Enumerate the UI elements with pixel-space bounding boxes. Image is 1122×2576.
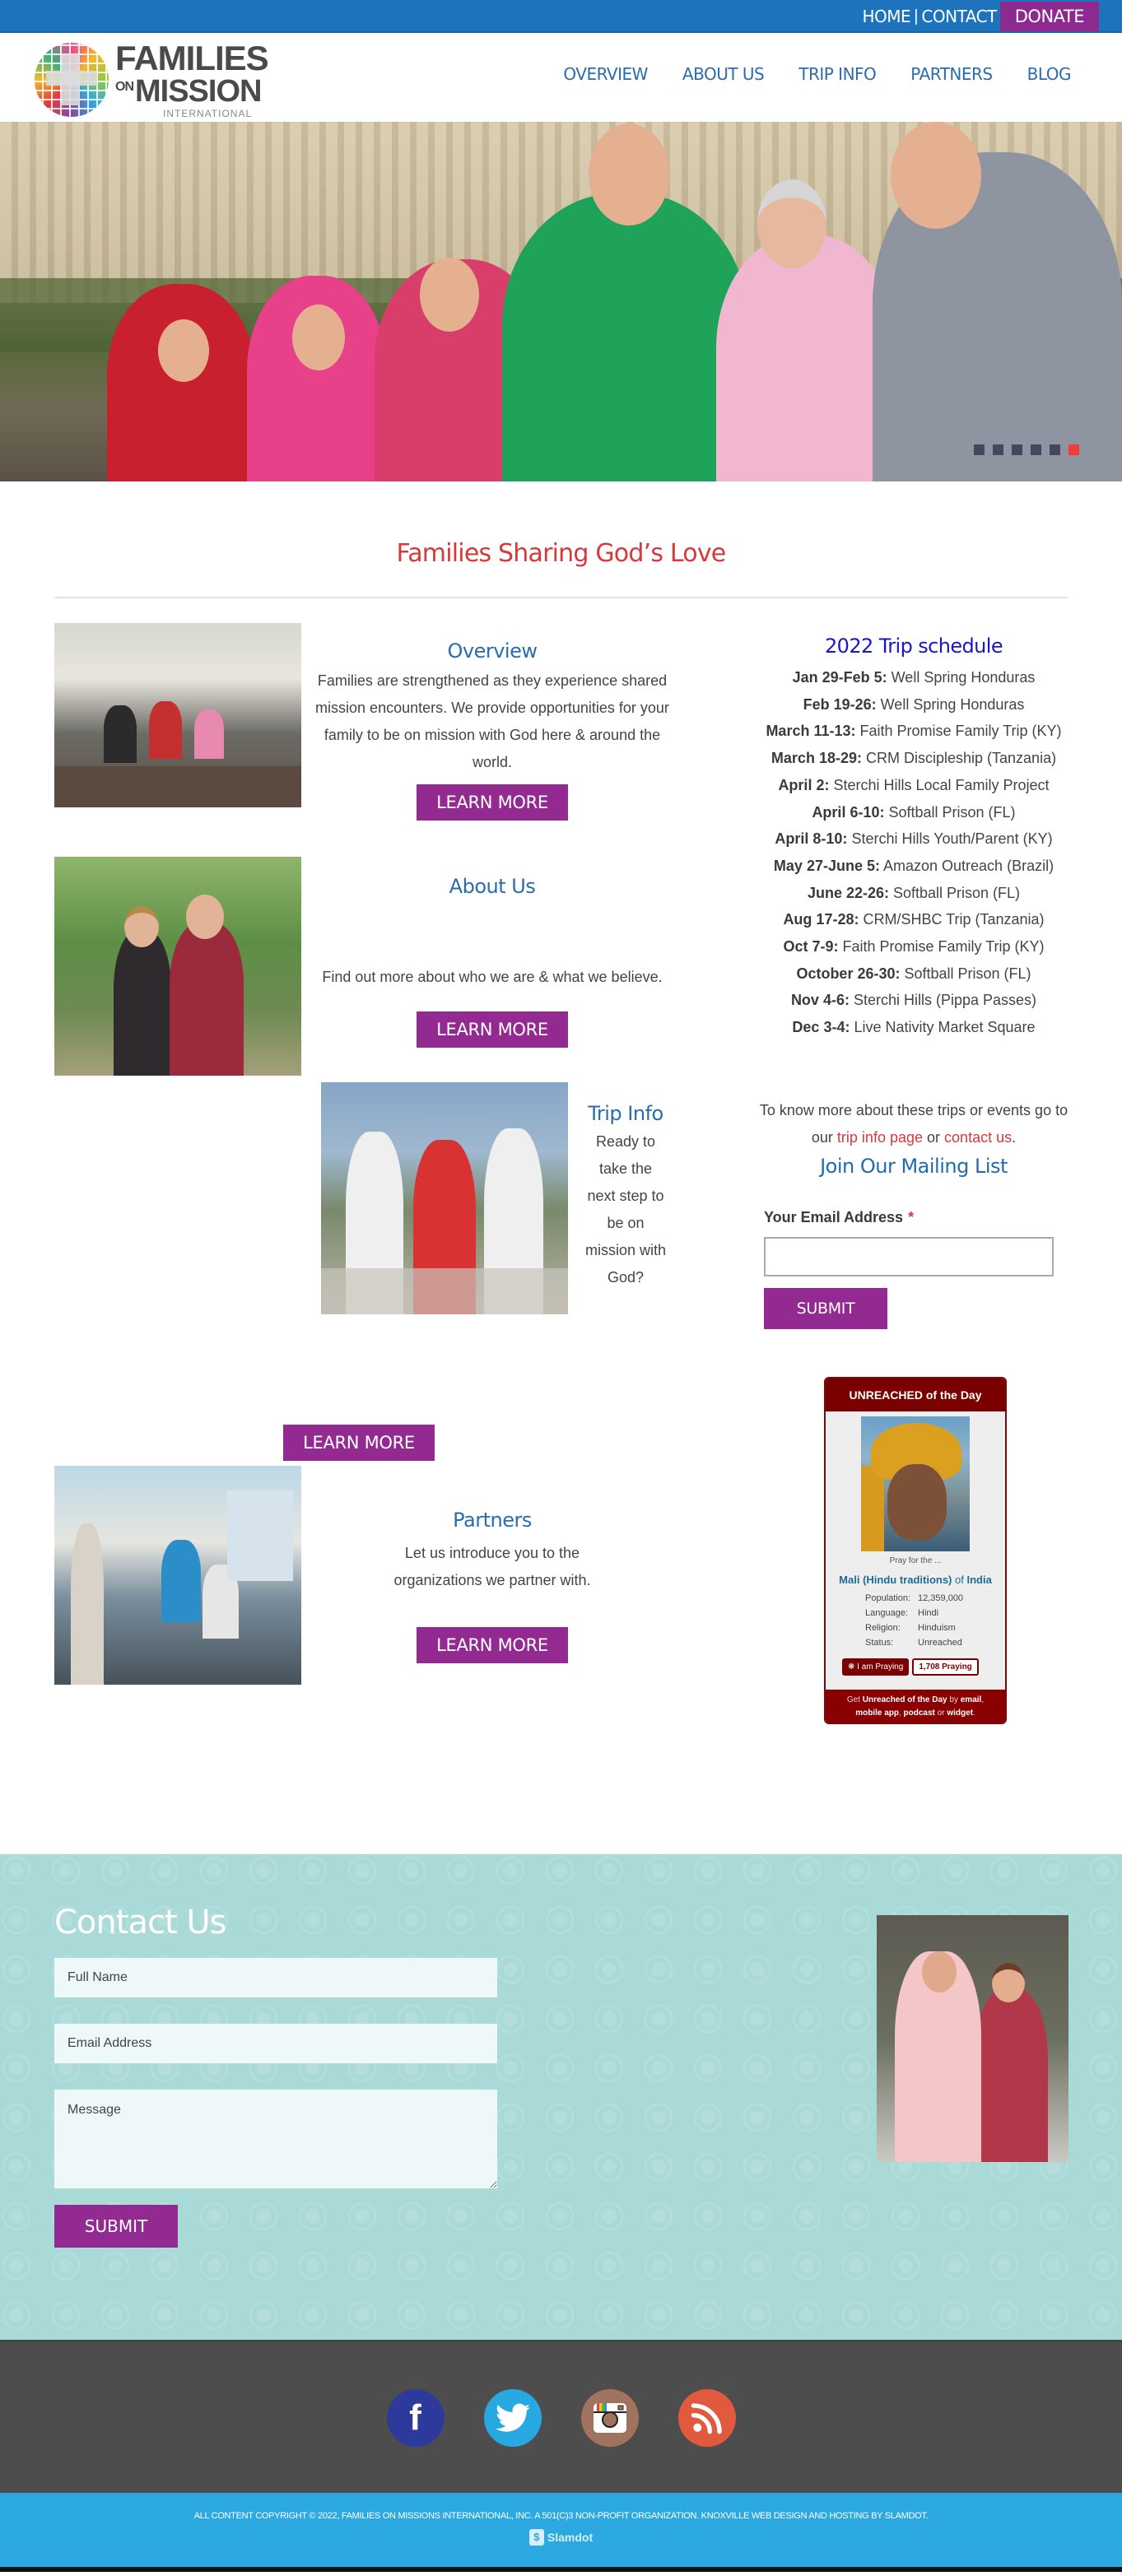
slider-dot-6-active[interactable] — [1068, 444, 1079, 455]
logo-mission: MISSION — [135, 74, 262, 109]
schedule-item: June 22-26: Softball Prison (FL) — [807, 884, 1021, 901]
country-link[interactable]: India — [966, 1574, 992, 1586]
logo-line-mission — [115, 76, 268, 107]
schedule-item: Oct 7-9: Faith Promise Family Trip (KY) — [783, 938, 1045, 956]
hero-person-head — [420, 258, 479, 332]
slider-dot-1[interactable] — [974, 444, 985, 455]
podcast-link[interactable]: podcast — [903, 1709, 935, 1718]
contact-us-link[interactable]: contact us — [944, 1129, 1013, 1146]
slider-dot-3[interactable] — [1012, 444, 1022, 455]
main-content — [0, 598, 1122, 1854]
schedule-item: October 26-30: Softball Prison (FL) — [796, 965, 1031, 982]
hero-person — [716, 235, 897, 481]
contact-link[interactable]: CONTACT — [921, 7, 997, 26]
mobile-app-link[interactable]: mobile app — [855, 1709, 899, 1718]
rss-icon[interactable] — [678, 2389, 736, 2447]
widget-link[interactable]: widget — [947, 1709, 974, 1718]
praying-count-badge: 1,708 Praying — [912, 1658, 978, 1676]
site-logo[interactable] — [35, 41, 268, 119]
hero-person — [107, 284, 255, 481]
slamdot-logo-icon: $ — [529, 2529, 544, 2546]
instagram-icon[interactable] — [581, 2389, 639, 2447]
slamdot-brand: Slamdot — [547, 2531, 594, 2544]
partners-text: Let us introduce you to the organizations we partner with. — [393, 1545, 591, 1588]
contact-section — [0, 1854, 1122, 2340]
globe-cross-logo-icon — [35, 43, 109, 117]
hero-person-head — [158, 319, 209, 382]
hero-person-head — [891, 122, 981, 229]
partners-photo — [54, 1466, 301, 1685]
link-separator: | — [914, 7, 919, 26]
trip-info-text: Ready to take the next step to be on mission with God? — [584, 1133, 667, 1286]
trip-info-page-link[interactable]: trip info page — [836, 1129, 923, 1146]
overview-text: Families are strengthened as they experience shared mission encounters. We provide opportunities for your family to be on mission with God here & around the world. — [315, 672, 669, 770]
overview-photo — [54, 623, 301, 807]
mailing-list-title: Join Our Mailing List — [820, 1155, 1008, 1178]
prayer-hands-icon: ❋ — [848, 1662, 858, 1672]
slamdot-logo-link[interactable] — [529, 2529, 593, 2546]
schedule-item: May 27-June 5: Amazon Outreach (Brazil) — [773, 857, 1054, 874]
unreached-photo[interactable] — [861, 1416, 970, 1551]
required-marker: * — [908, 1209, 915, 1225]
nav-partners[interactable]: PARTNERS — [910, 64, 993, 84]
home-link[interactable]: HOME — [862, 7, 911, 26]
mailing-email-input[interactable] — [764, 1237, 1054, 1276]
schedule-title: 2022 Trip schedule — [825, 635, 1003, 658]
logo-wordmark — [115, 41, 268, 119]
slider-pagination — [974, 444, 1079, 455]
nav-overview[interactable]: OVERVIEW — [563, 64, 648, 84]
full-name-input[interactable] — [54, 1958, 497, 1997]
about-us-title: About Us — [449, 875, 536, 898]
nav-blog[interactable]: BLOG — [1027, 64, 1071, 84]
about-us-photo — [54, 857, 301, 1076]
unreached-header: UNREACHED of the Day — [826, 1379, 1005, 1411]
schedule-item: Feb 19-26: Well Spring Honduras — [803, 695, 1025, 713]
partners-title: Partners — [453, 1509, 532, 1532]
about-us-text: Find out more about who we are & what we believe. — [322, 969, 663, 985]
logo-line-international: INTERNATIONAL — [163, 108, 253, 119]
email-label: Your Email Address * — [764, 1209, 915, 1225]
top-utility-bar — [0, 0, 1122, 33]
people-group-name: Mali (Hindu traditions) of India — [839, 1574, 992, 1586]
copyright-text: ALL CONTENT COPYRIGHT © 2022, FAMILIES ON MISSIONS INTERNATIONAL, INC. A 501(C)3 NON-PROFIT ORGANIZATION. KNOXVILLE WEB DESIGN AND HOSTING BY SLAMDOT. — [193, 2511, 929, 2521]
twitter-icon[interactable] — [484, 2389, 542, 2447]
logo-on: ON — [115, 80, 133, 94]
main-nav — [563, 64, 1071, 84]
schedule-item: Dec 3-4: Live Nativity Market Square — [792, 1019, 1036, 1036]
message-textarea[interactable] — [54, 2090, 497, 2188]
mailing-submit-button[interactable]: SUBMIT — [764, 1288, 887, 1329]
schedule-item: Jan 29-Feb 5: Well Spring Honduras — [792, 669, 1036, 686]
schedule-item: April 2: Sterchi Hills Local Family Project — [778, 776, 1050, 793]
schedule-item: April 8-10: Sterchi Hills Youth/Parent (KY) — [775, 830, 1053, 848]
hero-person — [502, 193, 749, 481]
schedule-item: Nov 4-6: Sterchi Hills (Pippa Passes) — [790, 992, 1037, 1009]
hero-person-head — [589, 123, 669, 226]
partners-learn-more-button[interactable]: LEARN MORE — [417, 1627, 568, 1663]
schedule-item: March 11-13: Faith Promise Family Trip (KY) — [766, 723, 1062, 740]
contact-submit-button[interactable]: SUBMIT — [54, 2205, 178, 2248]
unreached-footer: Get Unreached of the Day by email, mobile app, podcast or widget. — [826, 1690, 1005, 1723]
slider-dot-5[interactable] — [1050, 444, 1060, 455]
about-us-learn-more-button[interactable]: LEARN MORE — [417, 1011, 568, 1048]
slider-dot-4[interactable] — [1031, 444, 1041, 455]
people-group-stats: Population: 12,359,000 Language: Hindi Religion: Hinduism Status: Unreached — [865, 1593, 964, 1648]
founders-photo — [877, 1915, 1068, 2162]
nav-about-us[interactable]: ABOUT US — [682, 64, 765, 84]
donate-button[interactable]: DONATE — [1000, 2, 1099, 31]
schedule-item: March 18-29: CRM Discipleship (Tanzania) — [771, 750, 1057, 767]
schedule-item: Aug 17-28: CRM/SHBC Trip (Tanzania) — [783, 911, 1045, 928]
utility-links — [863, 2, 1099, 31]
overview-title: Overview — [447, 639, 538, 663]
more-trips-text: To know more about these trips or events go to our trip info page or contact us. — [759, 1102, 1068, 1146]
social-links — [0, 2340, 1122, 2493]
hero-person-head — [292, 305, 345, 370]
facebook-icon[interactable]: f — [387, 2389, 445, 2447]
people-group-link[interactable]: Mali (Hindu traditions) — [839, 1574, 952, 1586]
i-am-praying-button[interactable]: ❋ I am Praying — [842, 1658, 909, 1676]
hero-person-head — [757, 179, 826, 268]
page-tagline: Families Sharing God’s Love — [396, 539, 726, 568]
praying-actions — [842, 1658, 1005, 1676]
logo-line-families: FAMILIES — [115, 39, 268, 77]
site-header — [0, 33, 1122, 122]
email-link[interactable]: email — [960, 1695, 982, 1704]
trip-info-learn-more-button[interactable]: LEARN MORE — [283, 1425, 435, 1461]
pray-for-label: Pray for the ... — [889, 1556, 942, 1565]
schedule-item: April 6-10: Softball Prison (FL) — [812, 803, 1016, 821]
nav-trip-info[interactable]: TRIP INFO — [798, 64, 877, 84]
overview-learn-more-button[interactable]: LEARN MORE — [417, 784, 568, 821]
trip-info-photo — [321, 1082, 568, 1314]
contact-email-input[interactable] — [54, 2024, 497, 2063]
hero-slider — [0, 122, 1122, 481]
site-footer — [0, 2493, 1122, 2572]
slider-dot-2[interactable] — [993, 444, 1003, 455]
trip-schedule-list — [724, 664, 1103, 1041]
trip-info-title: Trip Info — [588, 1102, 663, 1125]
contact-title: Contact Us — [54, 1904, 226, 1941]
unreached-of-the-day-widget — [824, 1377, 1007, 1724]
